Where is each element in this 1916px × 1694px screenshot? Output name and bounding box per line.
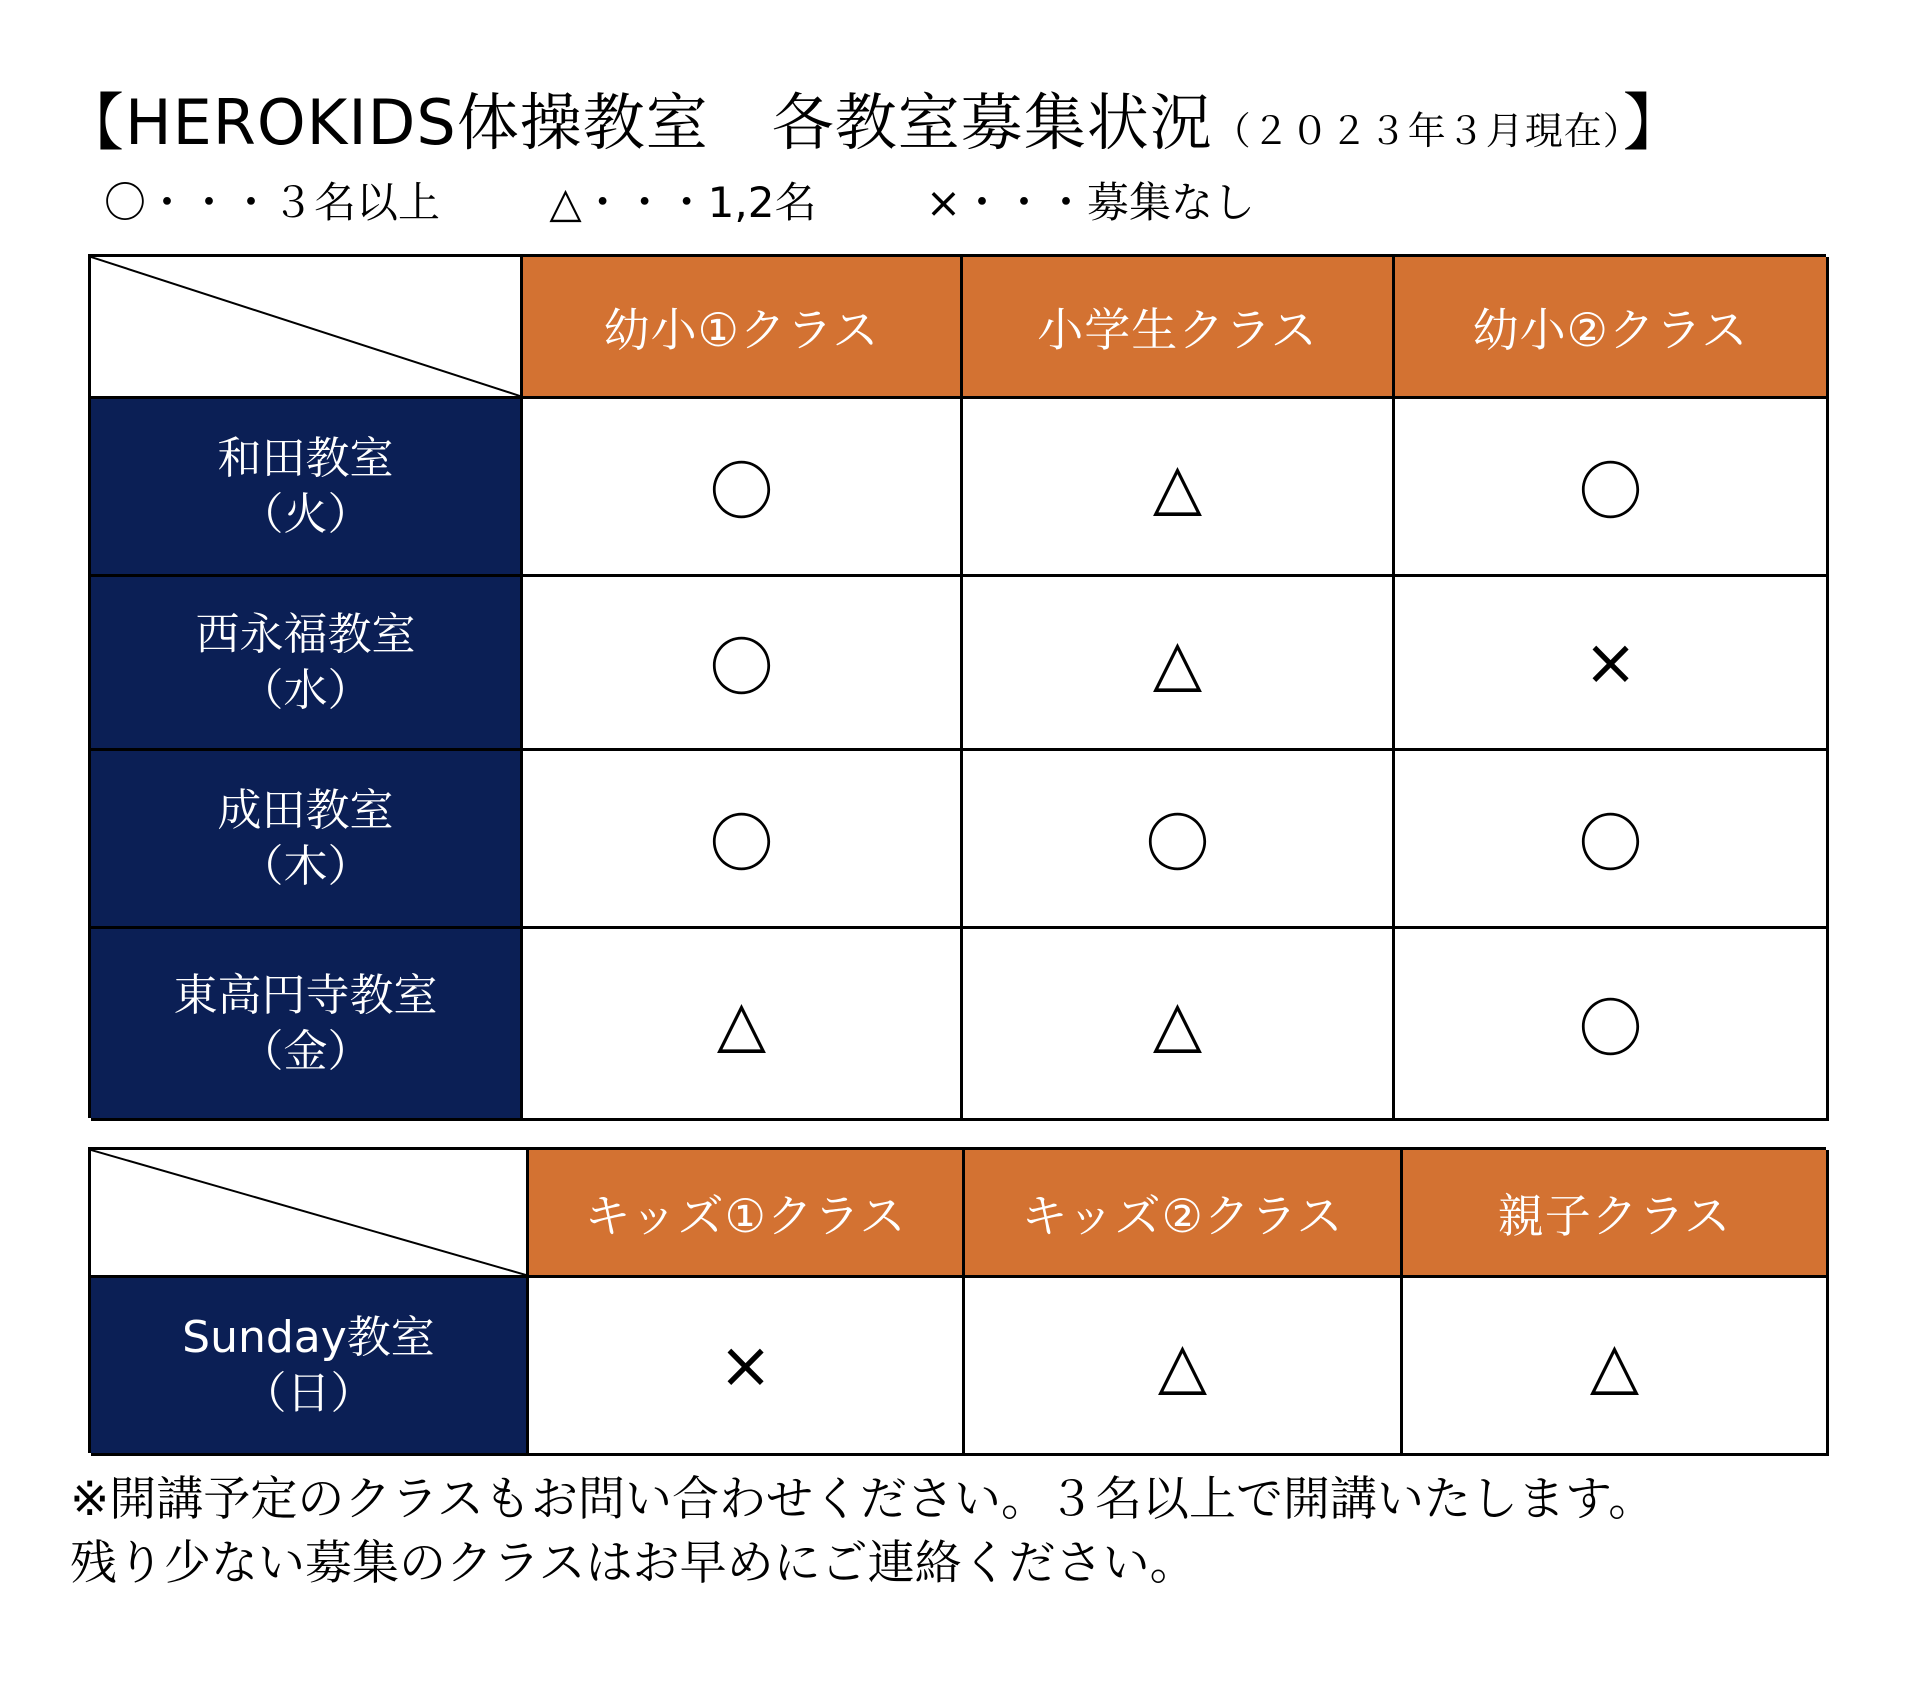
classroom-day: （木）	[239, 840, 372, 892]
weekday-status-table	[88, 254, 1826, 1118]
column-header: 幼小①クラス	[523, 257, 963, 399]
diagonal-line-icon	[91, 1150, 526, 1275]
row-header-sunday	[91, 1278, 529, 1456]
row-header-nishieifuku	[91, 577, 523, 751]
status-cell: △	[523, 929, 963, 1121]
legend-triangle: △・・・1,2名	[549, 178, 817, 227]
footnote	[70, 1468, 1870, 1596]
legend-cross: ×・・・募集なし	[925, 178, 1256, 227]
footnote-line: 残り少ない募集のクラスはお早めにご連絡ください。	[70, 1536, 1197, 1591]
row-header-wada	[91, 399, 523, 577]
column-header: 小学生クラス	[963, 257, 1395, 399]
title-main: 【HEROKIDS体操教室 各教室募集状況	[62, 86, 1213, 159]
status-cell: △	[1403, 1278, 1829, 1456]
classroom-day: （水）	[239, 664, 372, 716]
row-header-higashikoenji	[91, 929, 523, 1121]
column-header: キッズ②クラス	[965, 1150, 1403, 1278]
status-cell: 〇	[1395, 399, 1829, 577]
page-title	[62, 78, 1862, 176]
status-cell: 〇	[523, 399, 963, 577]
classroom-day: （火）	[239, 488, 372, 540]
legend	[104, 168, 1604, 238]
classroom-name: 東高円寺教室	[173, 969, 438, 1021]
row-header-narita	[91, 751, 523, 929]
classroom-day: （日）	[242, 1367, 375, 1419]
table-corner	[91, 257, 523, 399]
sunday-status-table	[88, 1147, 1826, 1453]
column-header: 幼小②クラス	[1395, 257, 1829, 399]
classroom-name: Sunday教室	[182, 1311, 435, 1363]
title-close: 】	[1622, 86, 1686, 159]
status-cell: 〇	[1395, 751, 1829, 929]
status-cell: △	[963, 399, 1395, 577]
status-cell: △	[963, 577, 1395, 751]
status-cell: 〇	[523, 577, 963, 751]
status-cell: 〇	[963, 751, 1395, 929]
classroom-name: 成田教室	[217, 784, 394, 836]
column-header: 親子クラス	[1403, 1150, 1829, 1278]
table-corner	[91, 1150, 529, 1278]
status-cell: ×	[529, 1278, 965, 1456]
diagonal-line-icon	[91, 257, 520, 396]
footnote-line: ※開講予定のクラスもお問い合わせください。３名以上で開講いたします。	[70, 1472, 1656, 1527]
legend-circle: 〇・・・３名以上	[104, 178, 441, 227]
classroom-name: 西永福教室	[195, 608, 416, 660]
title-date: （２０２３年３月現在）	[1212, 109, 1623, 153]
classroom-day: （金）	[239, 1025, 372, 1077]
status-cell: △	[965, 1278, 1403, 1456]
status-cell: 〇	[1395, 929, 1829, 1121]
status-cell: ×	[1395, 577, 1829, 751]
classroom-name: 和田教室	[217, 432, 394, 484]
status-cell: 〇	[523, 751, 963, 929]
status-cell: △	[963, 929, 1395, 1121]
column-header: キッズ①クラス	[529, 1150, 965, 1278]
